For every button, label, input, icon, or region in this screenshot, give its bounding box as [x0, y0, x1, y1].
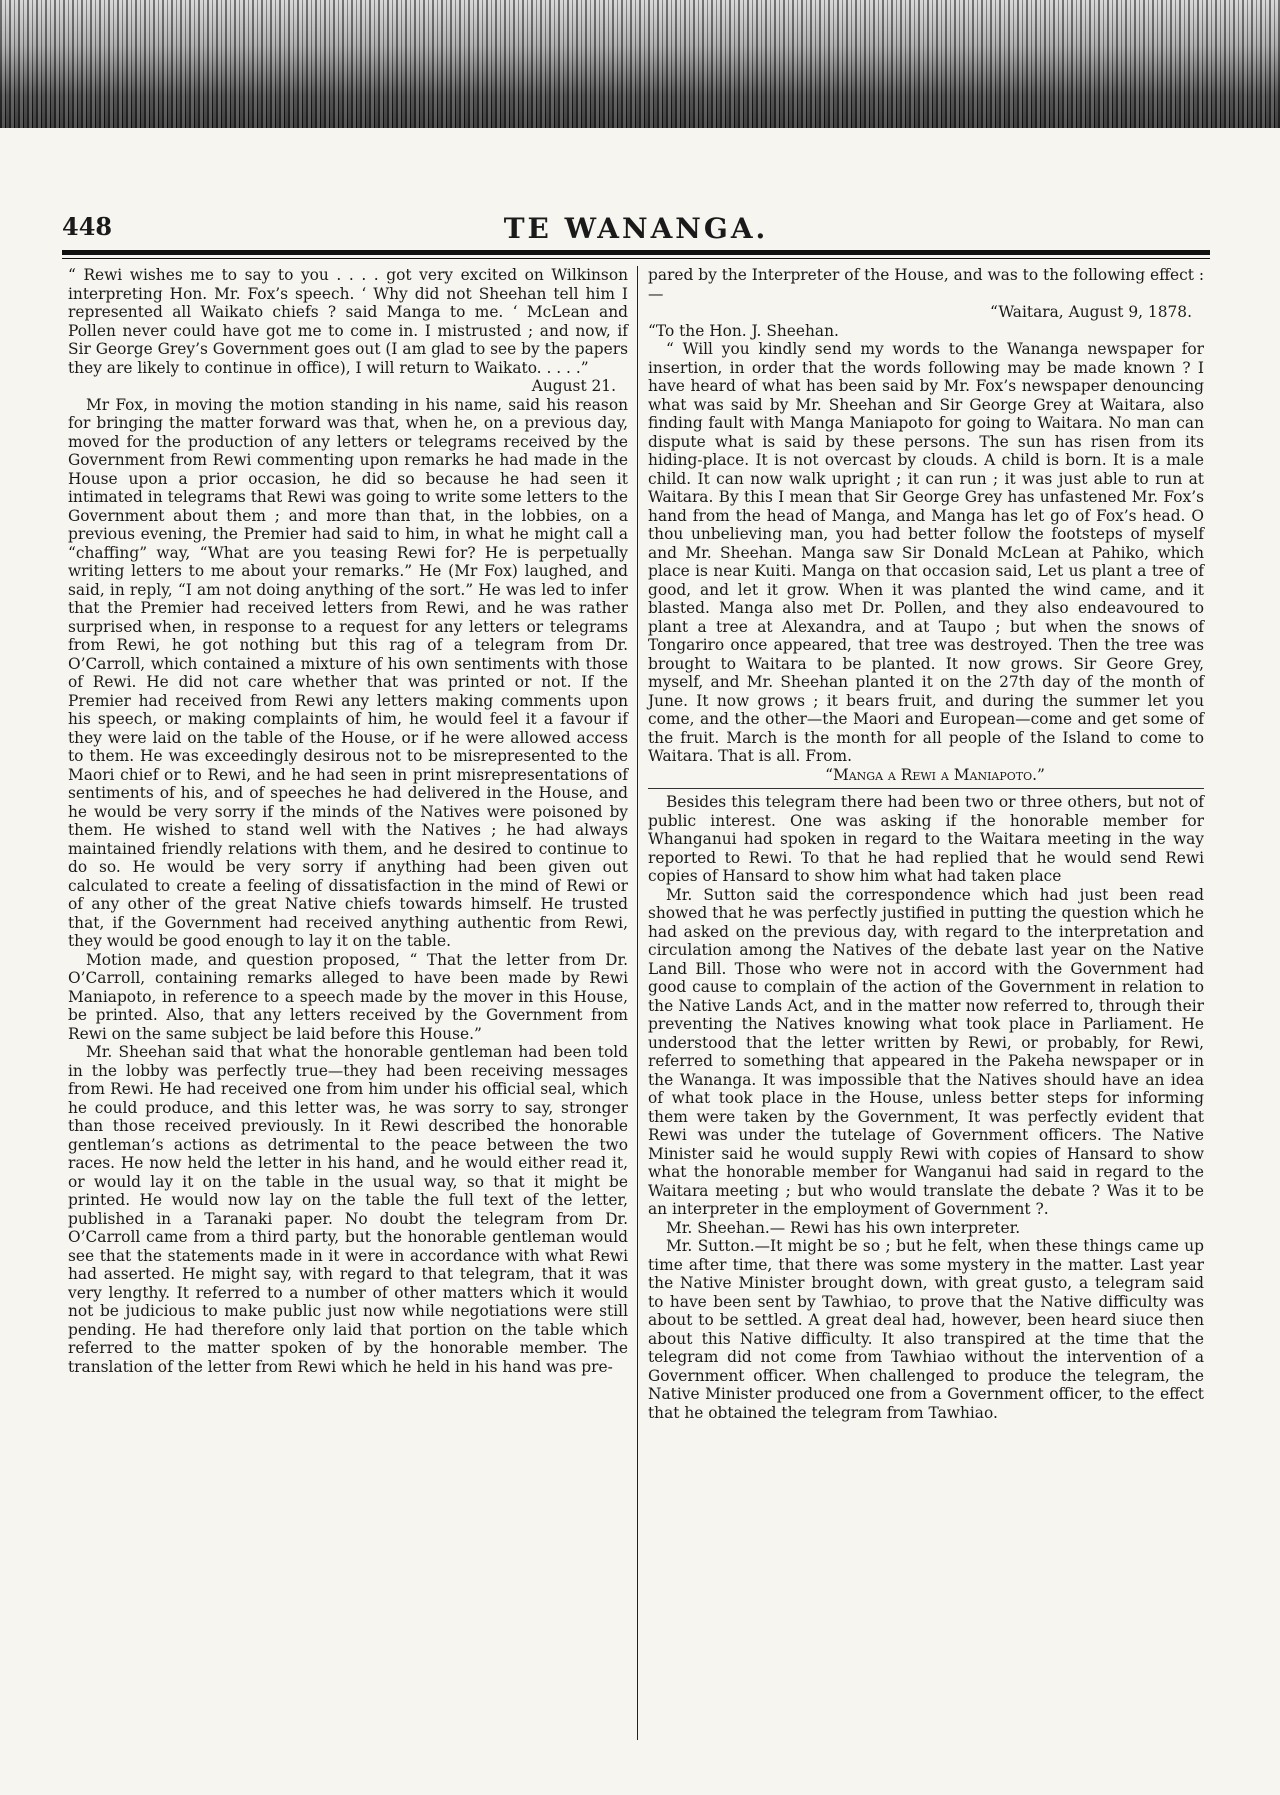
letter-dateline: “Waitara, August 9, 1878.	[990, 303, 1192, 321]
scan-border	[0, 0, 1280, 128]
header-rule-thin	[62, 258, 1210, 259]
section-rule	[648, 788, 1204, 789]
page-header	[62, 212, 1210, 252]
right-column	[648, 266, 1204, 1422]
left-column	[68, 266, 628, 1376]
paragraph: Mr. Sheehan.— Rewi has his own interpreter.	[666, 1218, 1021, 1237]
paragraph: Motion made, and question proposed, “ That the letter from Dr. O’Carroll, containing remarks alleged to have been made by Rewi Maniapoto, in reference to a speech made by the mover in this House, be printed. Also, that any letters received by the Government from Rewi on the same subject be laid before this House.”	[68, 950, 628, 1043]
paragraph: “ Rewi wishes me to say to you . . . . got very excited on Wilkinson interpreting Hon. Mr. Fox’s speech. ‘ Why did not Sheehan tell him I represented all Waikato chiefs ? said Manga to me. ‘ McLean and Pollen never could have got me to come in. I mistrusted ; and now, if Sir George Grey’s Government goes out (I am glad to see by the papers they are likely to continue in office), I will return to Waikato. . . . .”	[68, 266, 628, 377]
column-divider	[637, 266, 638, 1740]
letter-signature: “Manga a Rewi a Maniapoto.”	[825, 765, 1045, 784]
running-title: TE WANANGA.	[503, 212, 769, 245]
page-number: 448	[62, 212, 113, 241]
paragraph: pared by the Interpreter of the House, and was to the following effect :—	[648, 266, 1204, 303]
paragraph: Mr. Sutton said the correspondence which had just been read showed that he was perfectly justified in putting the question which he had asked on the previous day, with regard to the interpretation and circulation among the Natives of the debate last year on the Native Land Bill. Those who were not in accord with the Government had good cause to complain of the action of the Government in relation to the Native Lands Act, and in the matter now referred to, through their preventing the Natives knowing what took place in Parliament. He understood that the letter written by Rewi, or probably, for Rewi, referred to something that appeared in the Pakeha newspaper or in the Wananga. It was impossible that the Natives should have an idea of what took place in the House, unless better steps for informing them were taken by the Government, It was perfectly evident that Rewi was under the tutelage of Government officers. The Native Minister said he would supply Rewi with copies of Hansard to show what the honorable member for Wanganui had said in regard to the Waitara meeting ; but who would translate the debate ? Was it to be an interpreter in the employment of Government ?.	[648, 885, 1204, 1218]
paragraph: Besides this telegram there had been two or three others, but not of public interest. One was asking if the honorable member for Whanganui had spoken in regard to the Waitara meeting in the way reported to Rewi. To that he had replied that he would send Rewi copies of Hansard to show him what had taken place	[648, 793, 1204, 885]
letter-salutation: “To the Hon. J. Sheehan.	[648, 321, 839, 340]
header-rule	[62, 250, 1210, 255]
paragraph: Mr Fox, in moving the motion standing in his name, said his reason for bringing the matter forward was that, when he, on a previous day, moved for the production of any letters or telegrams received by the Government from Rewi commenting upon remarks he had made in the House upon a prior occasion, he did so because he had seen it intimated in telegrams that Rewi was going to write some letters to the Government about them ; and more than that, in the lobbies, on a previous evening, the Premier had said to him, in what he might call a “chaffing” way, “What are you teasing Rewi for? He is perpetually writing letters to me about your remarks.” He (Mr Fox) laughed, and said, in reply, “I am not doing anything of the sort.” He was led to infer that the Premier had received letters from Rewi, and he was rather surprised when, in response to a request for any letters or telegrams from Rewi, he got nothing but this rag of a telegram from Dr. O’Carroll, which contained a mixture of his own sentiments with those of Rewi. He did not care whether that was printed or not. If the Premier had received from Rewi any letters making comments upon his speech, or making complaints of him, he would feel it a favour if they were laid on the table of the House, or if he were allowed access to them. He was exceedingly desirous not to be misrepresented to the Maori chief or to Rewi, and he had seen in print misrepresentations of sentiments of his, and of speeches he had delivered in the House, and he would be very sorry if the minds of the Natives were poisoned by them. He wished to stand well with the Natives ; he had always maintained friendly relations with them, and he desired to continue to do so. He would be very sorry if anything had been given out calculated to create a feeling of dissatisfaction in the mind of Rewi or of any other of the great Native chiefs towards himself. He trusted that, if the Government had received anything authentic from Rewi, they would be good enough to lay it on the table.	[68, 395, 628, 950]
letter-body: “ Will you kindly send my words to the Wananga newspaper for insertion, in order that the words following may be made known ? I have heard of what has been said by Mr. Fox’s newspaper denouncing what was said by Mr. Sheehan and Sir George Grey at Waitara, also finding fault with Manga Maniapoto for going to Waitara. No man can dispute what is said by these persons. The sun has risen from its hiding-place. It is not overcast by clouds. A child is born. It is a male child. It can now walk upright ; it can run ; it was just able to run at Waitara. By this I mean that Sir George Grey has unfastened Mr. Fox’s hand from the head of Manga, and Manga has let go of Fox’s head. O thou unbelieving man, you had better follow the footsteps of myself and Mr. Sheehan. Manga saw Sir Donald McLean at Pahiko, which place is near Kuiti. Manga on that occasion said, Let us plant a tree of good, and let it grow. When it was planted the wind came, and it blasted. Manga also met Dr. Pollen, and they also endeavoured to plant a tree at Alexandra, and at Taupo ; but when the snows of Tongariro once appeared, that tree was destroyed. Then the tree was brought to Waitara to be planted. It now grows. Sir Geore Grey, myself, and Mr. Sheehan planted it on the 27th day of the month of June. It now grows ; it bears fruit, and during the summer let you come, and the other—the Maori and European—come and get some of the fruit. March is the month for all people of the Island to come to Waitara. That is all. From.	[648, 340, 1204, 765]
dateline: August 21.	[531, 377, 616, 395]
paragraph: Mr. Sutton.—It might be so ; but he felt, when these things came up time after time, that there was some mystery in the matter. Last year the Native Minister brought down, with great gusto, a telegram said to have been sent by Tawhiao, to prove that the Native difficulty was about to be settled. A great deal had, however, been heard siuce then about this Native difficulty. It also transpired at the time that the telegram did not come from Tawhiao without the intervention of a Government officer. When challenged to produce the telegram, the Native Minister produced one from a Government officer, to the effect that he obtained the telegram from Tawhiao.	[648, 1237, 1204, 1422]
paragraph: Mr. Sheehan said that what the honorable gentleman had been told in the lobby was perfectly true—they had been receiving messages from Rewi. He had received one from him under his official seal, which he could produce, and this letter was, he was sorry to say, stronger than those received previously. In it Rewi described the honorable gentleman’s actions as detrimental to the peace between the two races. He now held the letter in his hand, and he would either read it, or would lay it on the table in the usual way, so that it might be printed. He would now lay on the table the full text of the letter, published in a Taranaki paper. No doubt the telegram from Dr. O’Carroll came from a third party, but the honorable gentleman would see that the statements made in it were in accordance with what Rewi had asserted. He might say, with regard to that telegram, that it was very lengthy. It referred to a number of other matters which it would not be judicious to make public just now while negotiations were still pending. He had therefore only laid that portion on the table which referred to the matter spoken of by the honorable member. The translation of the letter from Rewi which he held in his hand was pre-	[68, 1043, 628, 1376]
